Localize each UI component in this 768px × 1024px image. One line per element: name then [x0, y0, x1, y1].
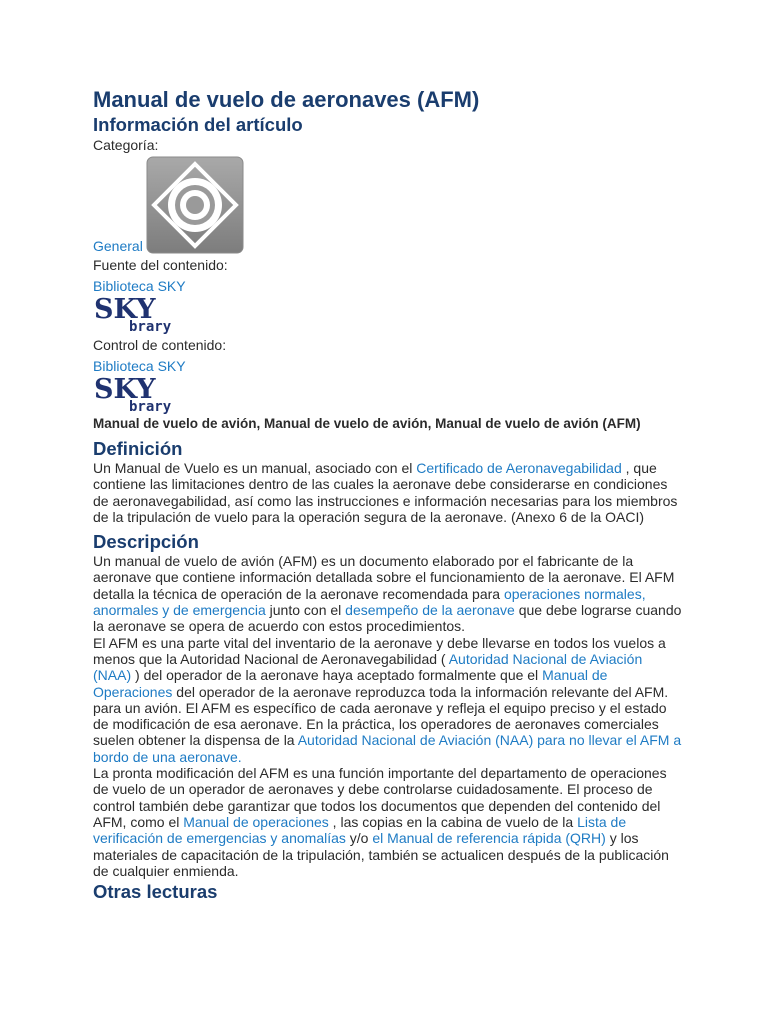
control-label: Control de contenido: [93, 337, 227, 353]
general-category-icon[interactable] [146, 156, 244, 254]
control-link[interactable]: Biblioteca SKY [93, 358, 186, 374]
source-label: Fuente del contenido: [93, 257, 228, 273]
link-desempeno[interactable]: desempeño de la aeronave [345, 602, 515, 619]
link-naa[interactable]: Autoridad Nacional de Aviación (NAA) [93, 650, 643, 684]
definition-text: Un Manual de Vuelo es un manual, asociado con el Certificado de Aeronavegabilidad , que contiene las limitaciones dentro de las cuales la aeronave debe considerarse en condiciones de aeronavegabilidad, así como las instrucciones e información necesarias para los miembros de la tripulación de vuelo para la operación segura de la aeronave. (Anexo 6 de la OACI) [93, 460, 678, 525]
link-operaciones[interactable]: operaciones normales, anormales y de emergencia [93, 585, 646, 619]
category-label: Categoría: [93, 137, 159, 153]
source-link[interactable]: Biblioteca SKY [93, 278, 186, 294]
further-reading-heading: Otras lecturas [93, 881, 218, 903]
svg-text:SKY: SKY [94, 294, 156, 325]
svg-text:brary: brary [129, 319, 172, 334]
info-heading: Información del artículo [93, 114, 303, 135]
article [93, 86, 683, 903]
category-row [93, 158, 683, 254]
description-heading: Descripción [93, 531, 199, 553]
skybrary-logo [93, 294, 193, 334]
definition-heading: Definición [93, 438, 183, 459]
link-qrh[interactable]: el Manual de referencia rápida (QRH) [372, 830, 606, 847]
skybrary-logo-2 [93, 374, 193, 414]
svg-text:SKY: SKY [94, 374, 156, 405]
link-manual-operaciones[interactable]: Manual de Operaciones [93, 667, 608, 700]
link-manual-operaciones-2[interactable]: Manual de operaciones [183, 813, 329, 830]
description-p1: Un manual de vuelo de avión (AFM) es un documento elaborado por el fabricante de la aeronave que contiene información detallada sobre el funcionamiento de la aeronave. El AFM detalla la técnica de operación de la aeronave recomendada para operaciones normales, anormales y de emergencia junto con el desempeño de la aeronave que debe lograrse cuando la aeronave se opera de acuerdo con estos procedimientos. [93, 553, 682, 635]
article-tags: Manual de vuelo de avión, Manual de vuelo de avión, Manual de vuelo de avión (AFM) [93, 416, 641, 431]
category-link[interactable]: General [93, 238, 143, 254]
description-p3: La pronta modificación del AFM es una función importante del departamento de operaciones de vuelo de un operador de aeronaves y debe controlarse cuidadosamente. El proceso de control también debe garantizar que todos los documentos que dependen del contenido del AFM, como el Manual de operaciones , las copias en la cabina de vuelo de la Lista de verificación de emergencias y anomalías y/o el Manual de referencia rápida (QRH) y los materiales de capacitación de la tripulación, también se actualicen después de la publicación de cualquier enmienda. [93, 765, 669, 879]
link-naa-dispensa[interactable]: Autoridad Nacional de Aviación (NAA) para no llevar el AFM a bordo de una aeronave. [93, 732, 682, 765]
description-p2: El AFM es una parte vital del inventario de la aeronave y debe llevarse en todos los vuelos a menos que la Autoridad Nacional de Aeronavegabilidad ( Autoridad Nacional de Aviación (NAA) ) del operador de la aeronave haya aceptado formalmente que el Manual de Operaciones del operador de la aeronave reproduzca toda la información relevante del AFM. para un avión. El AFM es específico de cada aeronave y refleja el equipo preciso y el estado de modificación de esa aeronave. En la práctica, los operadores de aeronaves comerciales suelen obtener la dispensa de la Autoridad Nacional de Aviación (NAA) para no llevar el AFM a bordo de una aeronave. [93, 634, 682, 765]
svg-text:brary: brary [129, 399, 172, 414]
link-lista-verificacion[interactable]: Lista de verificación de emergencias y anomalías [93, 813, 627, 847]
link-certificado[interactable]: Certificado de Aeronavegabilidad [416, 460, 622, 476]
article-title: Manual de vuelo de aeronaves (AFM) [93, 87, 480, 112]
